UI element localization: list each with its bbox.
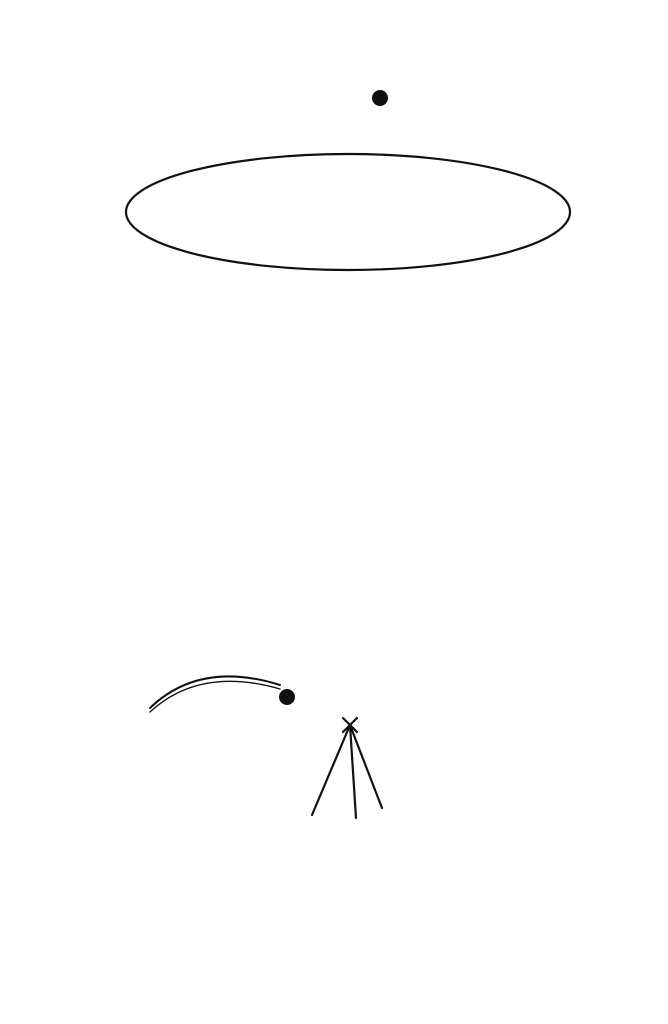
circle-ground-line [126, 154, 570, 270]
ball-trajectory [150, 676, 280, 708]
ball-icon [279, 689, 295, 705]
illustration-circle-ball-game [0, 20, 668, 282]
illustration-post-defense-game [0, 640, 668, 950]
ball-icon [372, 90, 388, 106]
tripod-post [312, 718, 382, 818]
